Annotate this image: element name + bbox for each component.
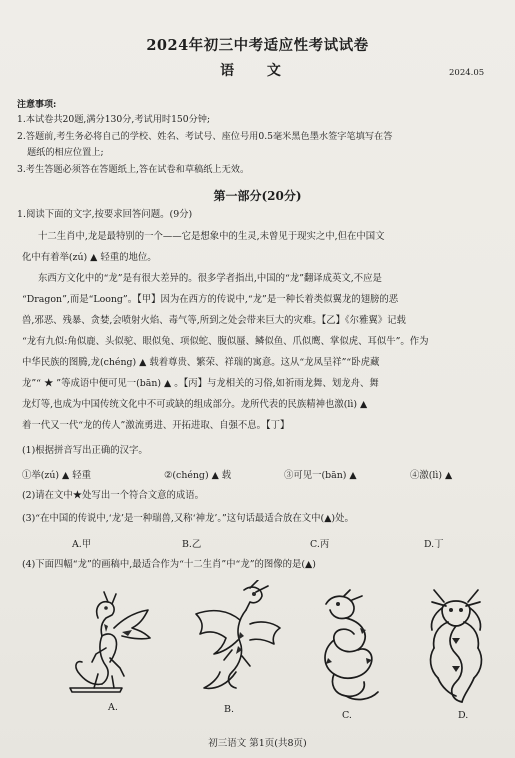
passage-line: “龙有九似:角似鹿、头似驼、眼似兔、项似蛇、腹似蜃、鳞似鱼、爪似鹰、掌似虎、耳似牛”。作为 <box>22 336 429 347</box>
passage-line: 龙灯等,也成为中国传统文化中不可或缺的组成部分。龙所代表的民族精神也激(lì) ▲ <box>22 399 368 410</box>
passage-line: 兽,邪恶、残暴、贪婪,会喷射火焰、毒气等,所到之处会带来巨大的灾难。【乙】《尔雅翼》记载 <box>22 315 406 326</box>
caption-a: A. <box>108 702 118 713</box>
option-d: D.丁 <box>424 539 444 550</box>
dragon-b-image <box>180 580 285 700</box>
caption-c: C. <box>342 710 352 721</box>
exam-title: 2024年初三中考适应性考试试卷 <box>146 37 369 54</box>
subject-title: 语 文 <box>220 63 295 79</box>
passage-line: 龙”“ ★ ”等成语中便可见一(bān) ▲ 。【丙】与龙相关的习俗,如祈雨龙舞、划龙舟、舞 <box>22 378 379 389</box>
passage-line: 化中有着举(zú) ▲ 轻重的地位。 <box>22 252 157 263</box>
part-title: 第一部分(20分) <box>213 189 302 203</box>
question-stem: 1.阅读下面的文字,按要求回答问题。(9分) <box>17 209 193 220</box>
dragon-d-image <box>412 586 500 708</box>
notice-heading: 注意事项: <box>17 100 57 110</box>
caption-b: B. <box>224 704 235 715</box>
notice-item: 2.答题前,考生务必将自己的学校、姓名、考试号、座位号用0.5毫米黑色墨水签字笔填写在答 <box>17 131 393 142</box>
passage-line: 东西方文化中的“龙”是有很大差异的。很多学者指出,中国的“龙”翻译成英文,不应是 <box>38 273 382 284</box>
notice-item: 3.考生答题必须答在答题纸上,答在试卷和草稿纸上无效。 <box>17 164 250 175</box>
dragon-c-image <box>304 588 392 706</box>
sub-question-3: (3)“在中国的传说中,‘龙’是一种瑞兽,又称‘神龙’。”这句话最适合放在文中(▲)处。 <box>22 513 354 524</box>
sub-question-1: (1)根据拼音写出正确的汉字。 <box>22 445 148 456</box>
fill-item: ①举(zú) ▲ 轻重 <box>22 470 91 481</box>
passage-line: 中华民族的图腾,龙(chéng) ▲ 载着尊贵、繁荣、祥瑞的寓意。这从“龙凤呈祥”“卧虎藏 <box>22 357 380 368</box>
page-footer: 初三语文 第1页(共8页) <box>208 738 307 749</box>
sub-question-2: (2)请在文中★处写出一个符合文意的成语。 <box>22 490 205 501</box>
option-b: B.乙 <box>182 539 202 550</box>
notice-item: 1.本试卷共20题,满分130分,考试用时150分钟; <box>17 114 211 125</box>
caption-d: D. <box>458 710 469 721</box>
fill-item: ③可见一(bān) ▲ <box>284 470 357 481</box>
fill-item: ②(chéng) ▲ 载 <box>164 470 232 481</box>
sub-question-4: (4)下面四幅“龙”的画稿中,最适合作为“十二生肖”中“龙”的图像的是(▲) <box>22 559 316 570</box>
option-c: C.丙 <box>310 539 330 550</box>
passage-line: 十二生肖中,龙是最特别的一个——它是想象中的生灵,未曾见于现实之中,但在中国文 <box>38 231 385 242</box>
passage-line: 着一代又一代“龙的传人”激流勇进、开拓进取、自强不息。【丁】 <box>22 420 290 431</box>
dragon-a-image <box>62 588 162 698</box>
option-a: A.甲 <box>72 539 92 550</box>
fill-item: ④激(lì) ▲ <box>410 470 453 481</box>
passage-line: “Dragon”,而是“Loong”。【甲】因为在西方的传说中,“龙”是一种长着类似翼龙的翅膀的恶 <box>22 294 399 305</box>
notice-item: 题纸的相应位置上; <box>27 147 104 158</box>
exam-date: 2024.05 <box>449 68 485 78</box>
